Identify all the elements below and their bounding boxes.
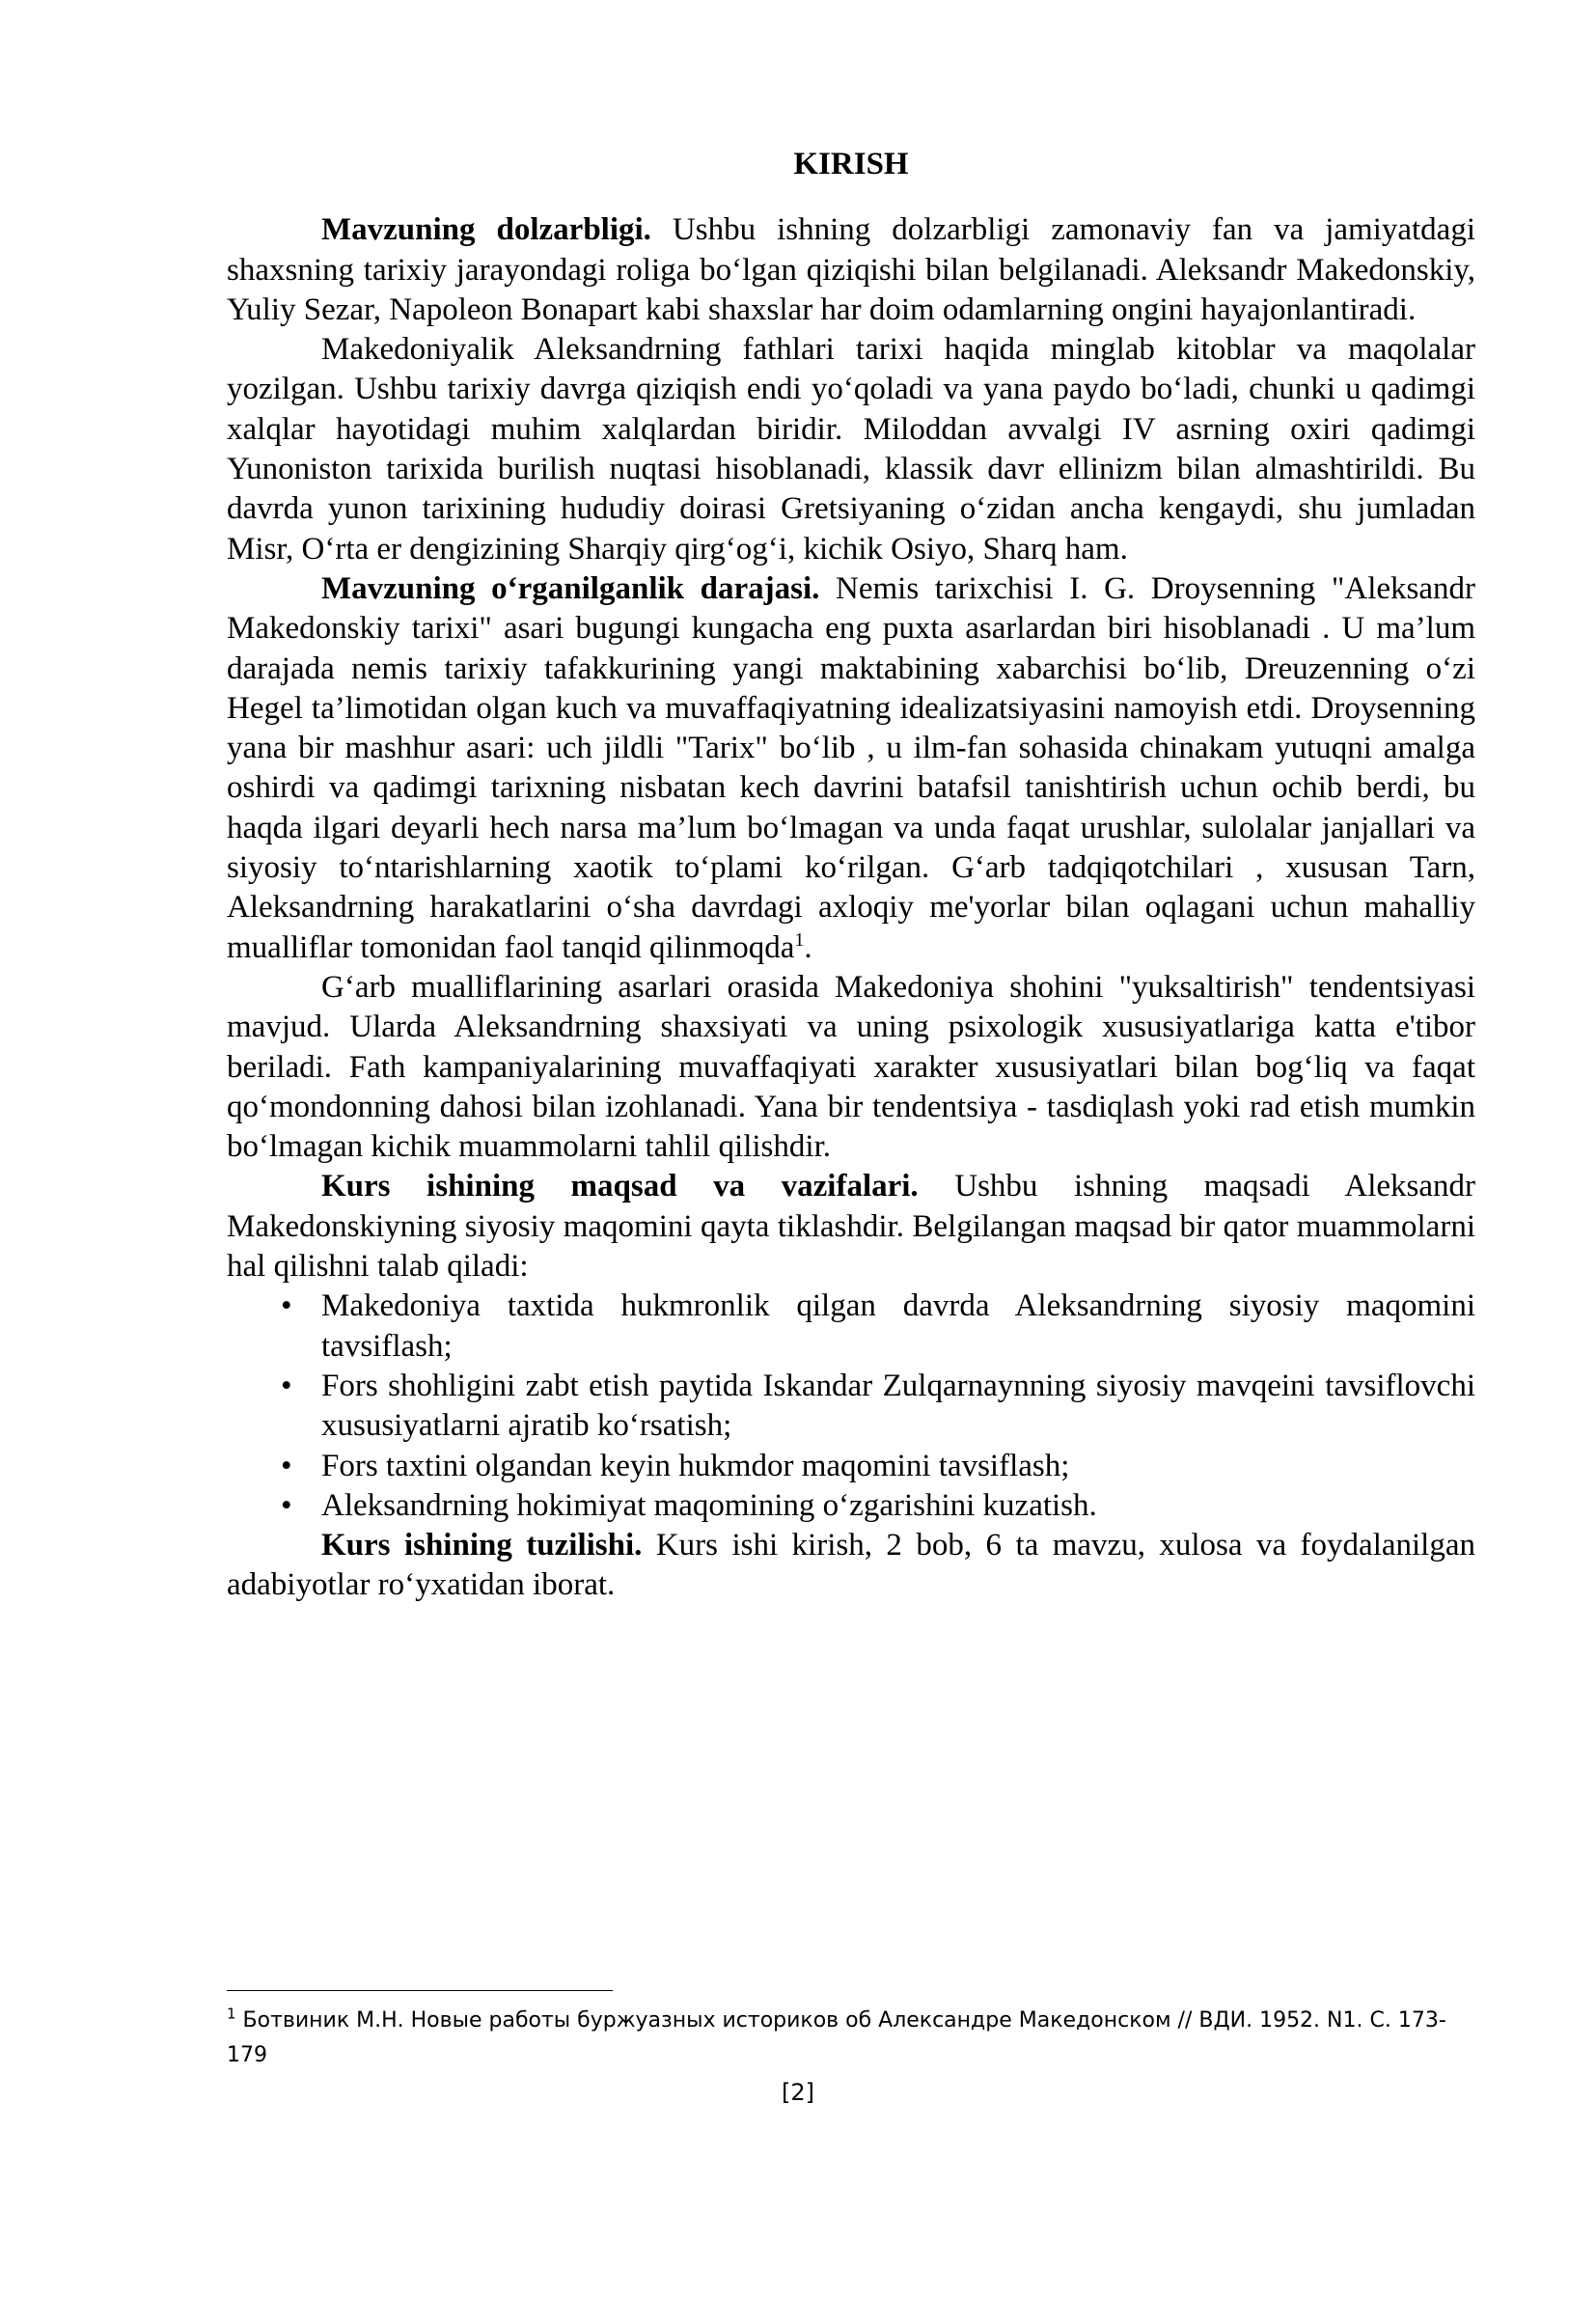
list-item — [227, 1367, 1475, 1447]
document-page — [227, 145, 1475, 1606]
footnote-number: 1 — [227, 2005, 236, 2023]
list-item — [227, 1286, 1475, 1367]
text-dolzarblik: Ushbu ishning dolzarbligi zamonaviy fan va jamiyatdagi shaxsning tarixiy jarayondagi roliga bo‘lgan qiziqishi bilan belgilanadi. Aleksandr Makedonskiy, Yuliy Sezar, Napoleon Bonapart kabi shaxslar har doim odamlarning ongini hayajonlantiradi. — [227, 212, 1475, 327]
paragraph-western-authors: G‘arb mualliflarining asarlari orasida Makedoniya shohini "yuksaltirish" tendentsiyasi mavjud. Ularda Aleksandrning shaxsiyati va uning psixologik xususiyatlariga katta e'tibor beriladi. Fath kampaniyalarining muvaffaqiyati xarakter xususiyatlari bilan bog‘liq va faqat qo‘mondonning dahosi bilan izohlanadi. Yana bir tendentsiya - tasdiqlash yoki rad etish mumkin bo‘lmagan kichik muammolarni tahlil qilishdir. — [227, 969, 1475, 1165]
paragraph-tuzilish — [227, 1526, 1475, 1606]
list-item-text: Fors shohligini zabt etish paytida Iskandar Zulqarnaynning siyosiy mavqeini tavsiflovchi xususiyatlarni ajratib ko‘rsatish; — [321, 1368, 1475, 1444]
list-item-text: Aleksandrning hokimiyat maqomining o‘zgarishini kuzatish. — [321, 1487, 1097, 1523]
bullet-icon: • — [281, 1487, 292, 1523]
text-tuzilish: Kurs ishi kirish, 2 bob, 6 ta mavzu, xulosa va foydalanilgan adabiyotlar ro‘yxatidan iborat. — [227, 1528, 1475, 1603]
bullet-icon: • — [281, 1368, 292, 1403]
bullet-icon: • — [281, 1448, 292, 1483]
text-organilganlik-end: . — [804, 929, 812, 965]
footnote-reference[interactable]: 1 — [794, 928, 805, 951]
list-item — [227, 1447, 1475, 1486]
footnote — [227, 2004, 1475, 2073]
paragraph-history: Makedoniyalik Aleksandrning fathlari tarixi haqida minglab kitoblar va maqolalar yozilgan. Ushbu tarixiy davrga qiziqish endi yo‘qoladi va yana paydo bo‘ladi, chunki u qadimgi xalqlar hayotidagi muhim xalqlardan biridir. Miloddan avvalgi IV asrning oxiri qadimgi Yunoniston tarixida burilish nuqtasi hisoblanadi, klassik davr ellinizm bilan almashtirildi. Bu davrda yunon tarixining hududiy doirasi Gretsiyaning o‘zidan ancha kengaydi, shu jumladan Misr, O‘rta er dengizining Sharqiy qirg‘og‘i, kichik Osiyo, Sharq ham. — [227, 332, 1475, 567]
list-item-text: Fors taxtini olgandan keyin hukmdor maqomini tavsiflash; — [321, 1448, 1070, 1483]
paragraph-dolzarblik — [227, 210, 1475, 330]
list-item — [227, 1486, 1475, 1526]
page-title: KIRISH — [793, 147, 909, 181]
footnote-text: Ботвиник М.Н. Новые работы буржуазных историков об Александре Македонском // ВДИ. 1952. N1. С. 173-179 — [227, 2008, 1446, 2067]
paragraph-maqsad — [227, 1167, 1475, 1286]
paragraph-organilganlik — [227, 569, 1475, 968]
heading-tuzilish: Kurs ishining tuzilishi. — [321, 1528, 643, 1563]
text-organilganlik: Nemis tarixchisi I. G. Droysenning "Aleksandr Makedonskiy tarixi" asari bugungi kungacha eng puxta asarlardan biri hisoblanadi . U ma’lum darajada nemis tarixiy tafakkurining yangi maktabining xabarchisi bo‘lib, Dreuzenning o‘zi Hegel ta’limotidan olgan kuch va muvaffaqiyatning idealizatsiyasini namoyish etdi. Droysenning yana bir mashhur asari: uch jildli "Tarix" bo‘lib , u ilm-fan sohasida chinakam yutuqni amalga oshirdi va qadimgi tarixning nisbatan kech davrini batafsil tanishtirish uchun ochib berdi, bu haqda ilgari deyarli hech narsa ma’lum bo‘lmagan va unda faqat urushlar, sulolalar janjallari va siyosiy to‘ntarishlarning xaotik to‘plami ko‘rilgan. G‘arb tadqiqotchilari , xususan Tarn, Aleksandrning harakatlarini o‘sha davrdagi axloqiy me'yorlar bilan oqlagani uchun mahalliy mualliflar tomonidan faol tanqid qilinmoqda — [227, 570, 1475, 965]
text-maqsad: Ushbu ishning maqsadi Aleksandr Makedonskiyning siyosiy maqomini qayta tiklashdir. Belgilangan maqsad bir qator muammolarni hal qilishni talab qiladi: — [227, 1169, 1475, 1285]
tasks-list — [227, 1286, 1475, 1526]
footnote-separator — [227, 1990, 613, 1991]
page-number: [2] — [782, 2079, 814, 2106]
list-item-text: Makedoniya taxtida hukmronlik qilgan davrda Aleksandrning siyosiy maqomini tavsiflash; — [321, 1288, 1475, 1364]
heading-maqsad: Kurs ishining maqsad va vazifalari. — [321, 1169, 919, 1204]
bullet-icon: • — [281, 1288, 292, 1324]
heading-dolzarblik: Mavzuning dolzarbligi. — [321, 212, 651, 248]
heading-organilganlik: Mavzuning o‘rganilganlik darajasi. — [321, 570, 820, 606]
